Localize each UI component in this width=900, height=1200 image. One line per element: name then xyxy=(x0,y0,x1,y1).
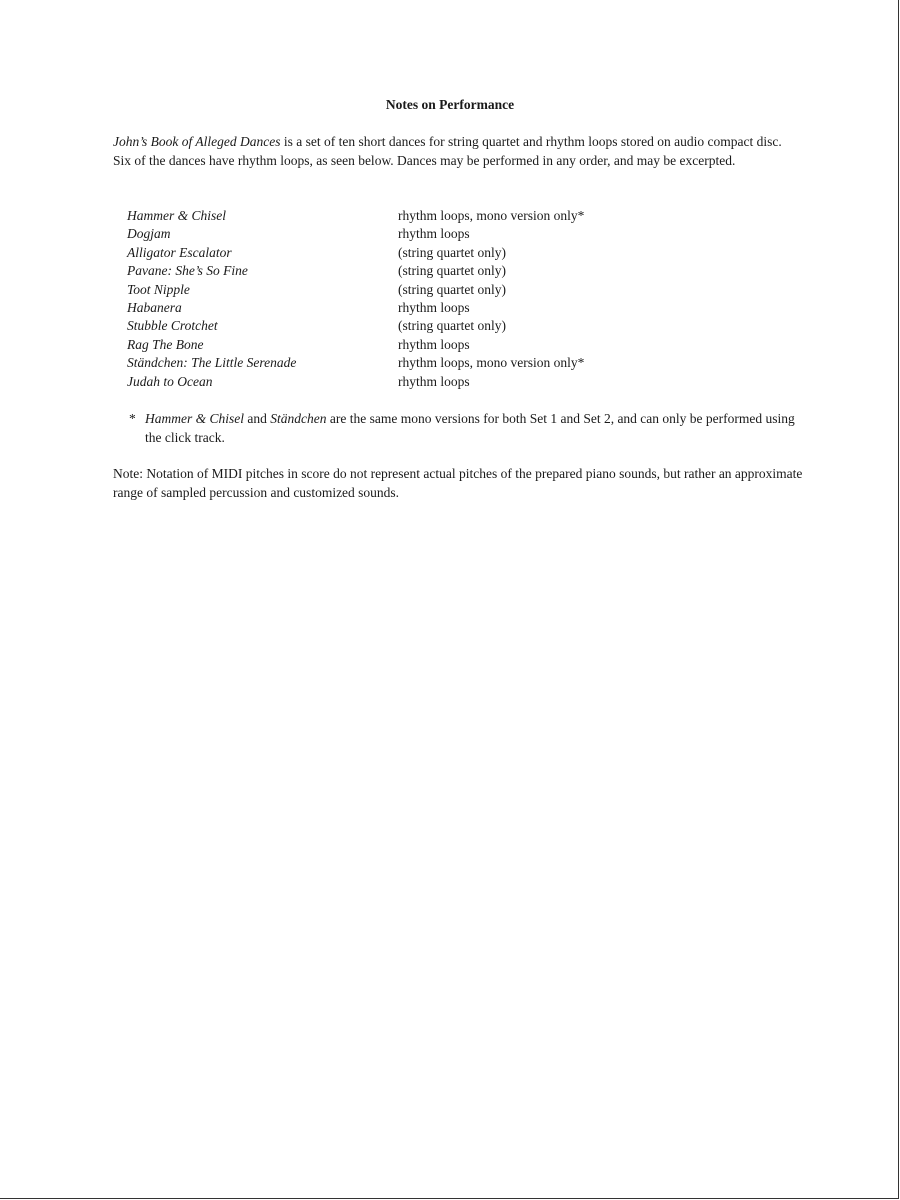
page-title: Notes on Performance xyxy=(385,97,515,112)
dance-instrumentation: rhythm loops, mono version only* xyxy=(398,355,585,371)
footnote-title-b: Ständchen xyxy=(270,411,327,426)
list-item xyxy=(127,244,687,262)
dance-name: Judah to Ocean xyxy=(127,373,213,389)
dance-instrumentation: rhythm loops xyxy=(398,336,470,352)
list-item xyxy=(127,225,687,243)
intro-text: is a set of ten short dances for string quartet and rhythm loops stored on audio compact disc. Six of the dances have rhythm loops, as seen below. Dances may be performed in any order, and may be excerpted. xyxy=(113,134,782,168)
footnote-mark: * xyxy=(129,411,136,426)
list-item xyxy=(127,373,687,391)
dance-name: Hammer & Chisel xyxy=(127,208,226,223)
footnote-body xyxy=(145,409,795,447)
list-item xyxy=(127,354,687,372)
list-item xyxy=(127,207,687,225)
footnote-joiner: and xyxy=(244,411,271,426)
dance-name: Alligator Escalator xyxy=(127,244,232,260)
dance-name: Pavane: She’s So Fine xyxy=(127,263,248,279)
list-item xyxy=(127,299,687,317)
dance-instrumentation: (string quartet only) xyxy=(398,281,506,297)
list-item xyxy=(127,281,687,299)
footnote-title-a: Hammer & Chisel xyxy=(145,411,244,426)
dance-instrumentation: rhythm loops xyxy=(398,299,470,315)
footnote-text: are the same mono versions for both Set 1 and Set 2, and can only be performed using the click track. xyxy=(145,411,795,445)
dance-list xyxy=(127,207,687,391)
dance-instrumentation: (string quartet only) xyxy=(398,318,506,334)
dance-name: Habanera xyxy=(127,299,182,315)
dance-instrumentation: rhythm loops xyxy=(398,373,470,389)
dance-name: Rag The Bone xyxy=(127,336,204,352)
intro-paragraph xyxy=(113,133,793,170)
dance-instrumentation: rhythm loops, mono version only* xyxy=(398,208,585,223)
book-title: John’s Book of Alleged Dances xyxy=(113,134,281,149)
dance-name: Stubble Crotchet xyxy=(127,318,218,334)
footnote xyxy=(129,409,795,447)
list-item xyxy=(127,262,687,280)
midi-note-paragraph: Note: Notation of MIDI pitches in score do not represent actual pitches of the prepared piano sounds, but rather an approximate range of sampled percussion and customized sounds. xyxy=(113,466,803,500)
dance-instrumentation: rhythm loops xyxy=(398,226,470,242)
dance-instrumentation: (string quartet only) xyxy=(398,244,506,260)
list-item xyxy=(127,336,687,354)
dance-instrumentation: (string quartet only) xyxy=(398,263,506,279)
dance-name: Ständchen: The Little Serenade xyxy=(127,355,297,371)
list-item xyxy=(127,317,687,335)
dance-name: Toot Nipple xyxy=(127,281,190,297)
dance-name: Dogjam xyxy=(127,226,171,242)
